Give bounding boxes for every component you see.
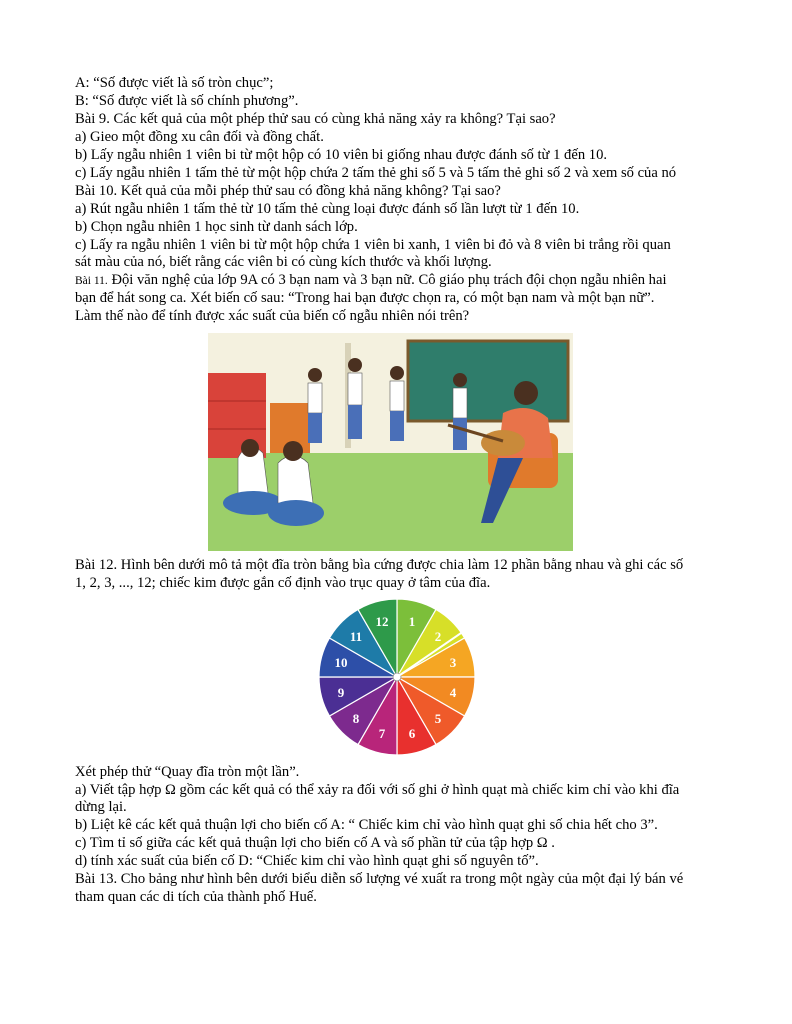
text-line: c) Lấy ngẫu nhiên 1 tấm thẻ từ một hộp chứa 2 tấm thẻ ghi số 5 và 5 tấm thẻ ghi số 2 và xem số của nó: [75, 165, 677, 181]
wheel-label-3: 3: [449, 654, 457, 670]
wheel-label-7: 7: [378, 726, 386, 742]
text-line: Xét phép thử “Quay đĩa tròn một lần”.: [75, 764, 300, 780]
wheel-label-2: 2: [434, 628, 442, 644]
wheel-label-6: 6: [408, 726, 416, 742]
exercise-10-heading: Bài 10. Kết quả của mỗi phép thử sau có đồng khả năng không? Tại sao?: [75, 183, 501, 199]
wheel-label-8: 8: [352, 711, 360, 727]
text-line: b) Lấy ngẫu nhiên 1 viên bi từ một hộp có 10 viên bi giống nhau được đánh số từ 1 đến 10.: [75, 147, 608, 163]
text-line: d) tính xác suất của biến cố D: “Chiếc kim chỉ vào hình quạt ghi số nguyên tố”.: [75, 853, 539, 869]
wheel-label-5: 5: [434, 711, 442, 727]
exercise-11-heading: [75, 271, 667, 290]
text-line: c) Lấy ra ngẫu nhiên 1 viên bi từ một hộp chứa 1 viên bi xanh, 1 viên bi đỏ và 8 viên bi trắng rồi quan: [75, 237, 671, 253]
text-line: c) Tìm tỉ số giữa các kết quả thuận lợi cho biến cố A và số phần tử của tập hợp Ω .: [75, 835, 555, 851]
text-line: 1, 2, 3, ..., 12; chiếc kim được gắn cố định vào trục quay ở tâm của đĩa.: [75, 575, 491, 591]
text-line: dừng lại.: [75, 799, 127, 815]
exercise-11-label: Bài 11.: [75, 275, 108, 287]
text-line: b) Chọn ngẫu nhiên 1 học sinh từ danh sách lớp.: [75, 219, 358, 235]
text-line: sát màu của nó, biết rằng các viên bi có cùng kích thước và khối lượng.: [75, 254, 492, 270]
wheel-label-12: 12: [375, 613, 389, 629]
wheel-label-10: 10: [334, 654, 348, 670]
text-line: tham quan các di tích của thành phố Huế.: [75, 889, 317, 905]
text-line: a) Gieo một đồng xu cân đối và đồng chất.: [75, 129, 324, 145]
exercise-13-heading: Bài 13. Cho bảng như hình bên dưới biểu diễn số lượng vé xuất ra trong một ngày của một đại lý bán vé: [75, 871, 684, 887]
exercise-11-text: Đội văn nghệ của lớp 9A có 3 bạn nam và 3 bạn nữ. Cô giáo phụ trách đội chọn ngẫu nhiên hai: [107, 272, 667, 288]
text-line: bạn để hát song ca. Xét biến cố sau: “Trong hai bạn được chọn ra, có một bạn nam và một bạn nữ”.: [75, 290, 655, 306]
text-line: a) Viết tập hợp Ω gồm các kết quả có thể xảy ra đối với số ghi ở hình quạt mà chiếc kim chỉ vào khi đĩa: [75, 782, 680, 798]
wheel-label-1: 1: [408, 613, 416, 629]
wheel-label-9: 9: [337, 685, 345, 701]
wheel-label-11: 11: [349, 628, 363, 644]
wheel-label-4: 4: [449, 685, 457, 701]
exercise-12-heading: Bài 12. Hình bên dưới mô tả một đĩa tròn bằng bìa cứng được chia làm 12 phần bằng nhau và ghi các số: [75, 557, 684, 573]
spinner-wheel: [316, 597, 478, 757]
music-class-illustration: [208, 333, 573, 551]
exercise-9-heading: Bài 9. Các kết quả của một phép thử sau có cùng khả năng xảy ra không? Tại sao?: [75, 111, 556, 127]
text-line: Làm thế nào để tính được xác suất của biến cố ngẫu nhiên nói trên?: [75, 308, 470, 324]
text-line: A: “Số được viết là số tròn chục”;: [75, 75, 274, 91]
text-line: a) Rút ngẫu nhiên 1 tấm thẻ từ 10 tấm thẻ cùng loại được đánh số lần lượt từ 1 đến 10.: [75, 201, 580, 217]
text-line: B: “Số được viết là số chính phương”.: [75, 93, 299, 109]
text-line: b) Liệt kê các kết quả thuận lợi cho biến cố A: “ Chiếc kim chỉ vào hình quạt ghi số chia hết cho 3”.: [75, 817, 658, 833]
